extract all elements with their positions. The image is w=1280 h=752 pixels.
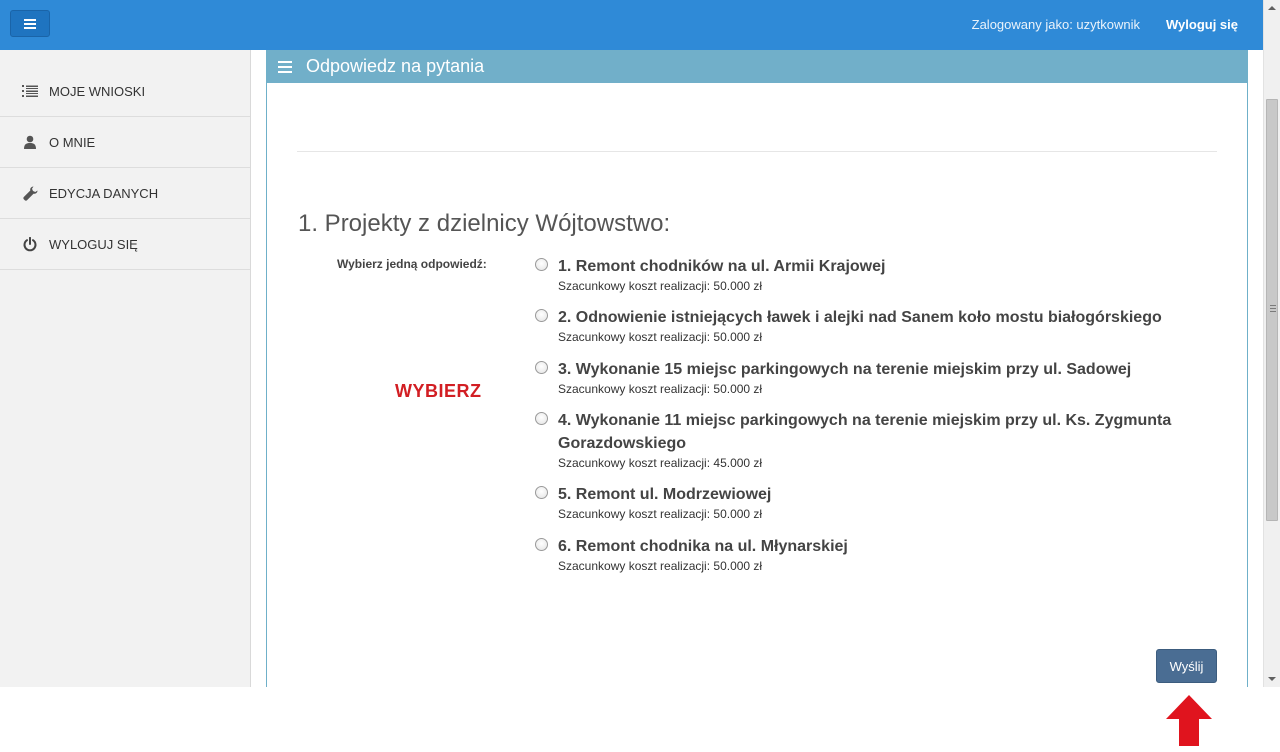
option-radio[interactable] (535, 361, 548, 374)
option-radio[interactable] (535, 258, 548, 271)
menu-toggle-button[interactable] (10, 10, 50, 37)
hamburger-icon (24, 19, 36, 29)
option-title: 5. Remont ul. Modrzewiowej (558, 486, 772, 503)
option-radio[interactable] (535, 486, 548, 499)
option-title: 2. Odnowienie istniejących ławek i alejki nad Sanem koło mostu białogórskiego (558, 309, 1162, 326)
wybierz-annotation: WYBIERZ (395, 381, 482, 401)
power-icon (22, 236, 38, 252)
grip-icon (1270, 305, 1276, 312)
option-cost: Szacunkowy koszt realizacji: 50.000 zł (558, 559, 763, 573)
scroll-down-icon[interactable] (1268, 677, 1276, 681)
option-cost: Szacunkowy koszt realizacji: 50.000 zł (558, 382, 763, 396)
option-title: 4. Wykonanie 11 miejsc parkingowych na terenie miejskim przy ul. Ks. Zygmunta Gorazdowskiego (558, 412, 1172, 452)
sidebar-item-moje-wnioski[interactable] (0, 66, 250, 117)
user-icon (22, 134, 38, 150)
panel-header (267, 50, 1247, 83)
option-title: 3. Wykonanie 15 miejsc parkingowych na terenie miejskim przy ul. Sadowej (558, 361, 1132, 378)
sidebar-item-label: WYLOGUJ SIĘ (49, 236, 138, 252)
sidebar-item-label: O MNIE (49, 134, 96, 150)
wrench-icon (22, 185, 38, 201)
option-radio[interactable] (535, 309, 548, 322)
hamburger-icon (278, 61, 292, 73)
option-radio[interactable] (535, 538, 548, 551)
sidebar (0, 50, 251, 687)
panel-title: Odpowiedz na pytania (306, 56, 485, 76)
option-radio[interactable] (535, 412, 548, 425)
sidebar-item-label: EDYCJA DANYCH (49, 185, 159, 201)
sidebar-item-wyloguj[interactable] (0, 219, 250, 270)
list-icon (22, 83, 38, 99)
option-cost: Szacunkowy koszt realizacji: 50.000 zł (558, 507, 763, 521)
scroll-up-icon[interactable] (1268, 6, 1276, 10)
red-arrow-up-icon (1166, 695, 1212, 746)
top-navbar (0, 0, 1263, 50)
option-cost: Szacunkowy koszt realizacji: 45.000 zł (558, 456, 763, 470)
sidebar-item-edycja-danych[interactable] (0, 168, 250, 219)
vertical-scrollbar[interactable] (1263, 0, 1280, 687)
top-logout-link[interactable]: Wyloguj się (1166, 17, 1238, 32)
questions-panel (266, 50, 1248, 687)
submit-button[interactable]: Wyślij (1156, 649, 1217, 683)
sidebar-item-label: MOJE WNIOSKI (49, 83, 146, 99)
sidebar-item-o-mnie[interactable] (0, 117, 250, 168)
option-cost: Szacunkowy koszt realizacji: 50.000 zł (558, 330, 763, 344)
option-cost: Szacunkowy koszt realizacji: 50.000 zł (558, 279, 763, 293)
option-title: 1. Remont chodników na ul. Armii Krajowej (558, 258, 886, 275)
divider (297, 151, 1217, 152)
scroll-thumb[interactable] (1266, 99, 1278, 521)
option-title: 6. Remont chodnika na ul. Młynarskiej (558, 538, 848, 555)
logged-in-user-text: Zalogowany jako: uzytkownik (971, 17, 1140, 32)
choose-one-label: Wybierz jedną odpowiedź: (337, 257, 487, 271)
question-heading: 1. Projekty z dzielnicy Wójtowstwo: (298, 210, 671, 237)
